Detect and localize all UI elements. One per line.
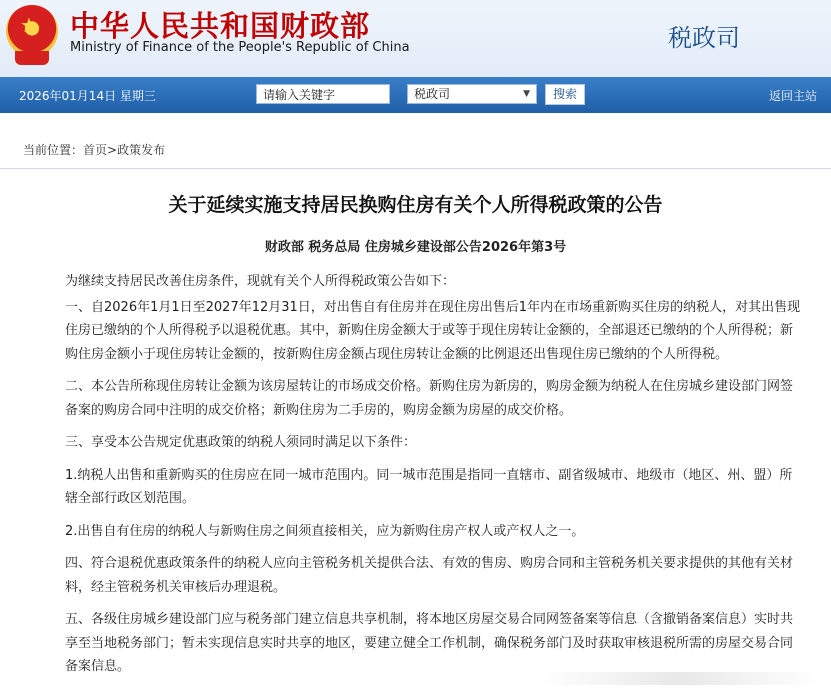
search-button[interactable]: 搜索 <box>545 84 585 105</box>
article-paragraph: 二、本公告所称现住房转让金额为该房屋转让的市场成交价格。新购住房为新房的，购房金额为纳税人在住房城乡建设部门网签备案的购房合同中注明的成交价格；新购住房为二手房的，购房金额为房屋的成交价格。 <box>65 379 794 418</box>
department-name: 税政司 <box>668 24 740 52</box>
article-paragraph: 四、符合退税优惠政策条件的纳税人应向主管税务机关提供合法、有效的售房、购房合同和主管税务机关要求提供的其他有关材料，经主管税务机关审核后办理退税。 <box>65 556 794 595</box>
obscured-bottom-area <box>540 672 820 685</box>
org-name-en[interactable]: Ministry of Finance of the People's Republic of China <box>70 40 410 55</box>
breadcrumb-bar <box>0 128 831 169</box>
article-paragraph: 五、各级住房城乡建设部门应与税务部门建立信息共享机制，将本地区房屋交易合同网签备案等信息（含撤销备案信息）实时共享至当地税务部门；暂未实现信息实时共享的地区，要建立健全工作机制，确保税务部门及时获取审核退税所需的房屋交易合同备案信息。 <box>65 612 794 674</box>
return-home-link[interactable]: 返回主站 <box>768 89 817 103</box>
chevron-down-icon: ▼ <box>523 89 530 99</box>
current-date: 2026年01月14日 星期三 <box>19 89 156 103</box>
article-paragraph: 一、自2026年1月1日至2027年12月31日，对出售自有住房并在现住房出售后1年内在市场重新购买住房的纳税人，对其出售现住房已缴纳的个人所得税予以退税优惠。其中，新购住房金额大于或等于现住房转让金额的，全部退还已缴纳的个人所得税；新购住房金额小于现住房转让金额的，按新购住房金额占现住房转让金额的比例退还出售现住房已缴纳的个人所得税。 <box>65 299 801 362</box>
article-paragraph: 为继续支持居民改善住房条件，现就有关个人所得税政策公告如下： <box>65 274 456 289</box>
search-input[interactable] <box>256 84 390 104</box>
breadcrumb <box>23 141 165 158</box>
breadcrumb-current-link[interactable]: 政策发布 <box>117 143 166 157</box>
breadcrumb-home-link[interactable]: 首页 <box>83 143 108 157</box>
search-scope-value: 税政司 <box>414 87 451 101</box>
article-paragraph: 2.出售自有住房的纳税人与新购住房之间须直接相关，应为新购住房产权人或产权人之一。 <box>65 523 585 539</box>
breadcrumb-separator: > <box>107 143 118 157</box>
document-number: 财政部 税务总局 住房城乡建设部公告2026年第3号 <box>264 240 567 255</box>
nav-bar <box>0 77 831 113</box>
article-title: 关于延续实施支持居民换购住房有关个人所得税政策的公告 <box>168 194 663 216</box>
article-paragraph: 1.纳税人出售和重新购买的住房应在同一城市范围内。同一城市范围是指同一直辖市、副省级城市、地级市（地区、州、盟）所辖全部行政区划范围。 <box>65 467 793 506</box>
article-body <box>65 270 805 688</box>
article-paragraph: 三、享受本公告规定优惠政策的纳税人须同时满足以下条件： <box>65 435 417 450</box>
org-name-cn[interactable]: 中华人民共和国财政部 <box>70 9 371 43</box>
site-header <box>0 0 831 77</box>
national-emblem-icon: ★ <box>6 5 58 57</box>
search-scope-select[interactable] <box>407 84 537 104</box>
breadcrumb-prefix: 当前位置： <box>23 143 84 157</box>
